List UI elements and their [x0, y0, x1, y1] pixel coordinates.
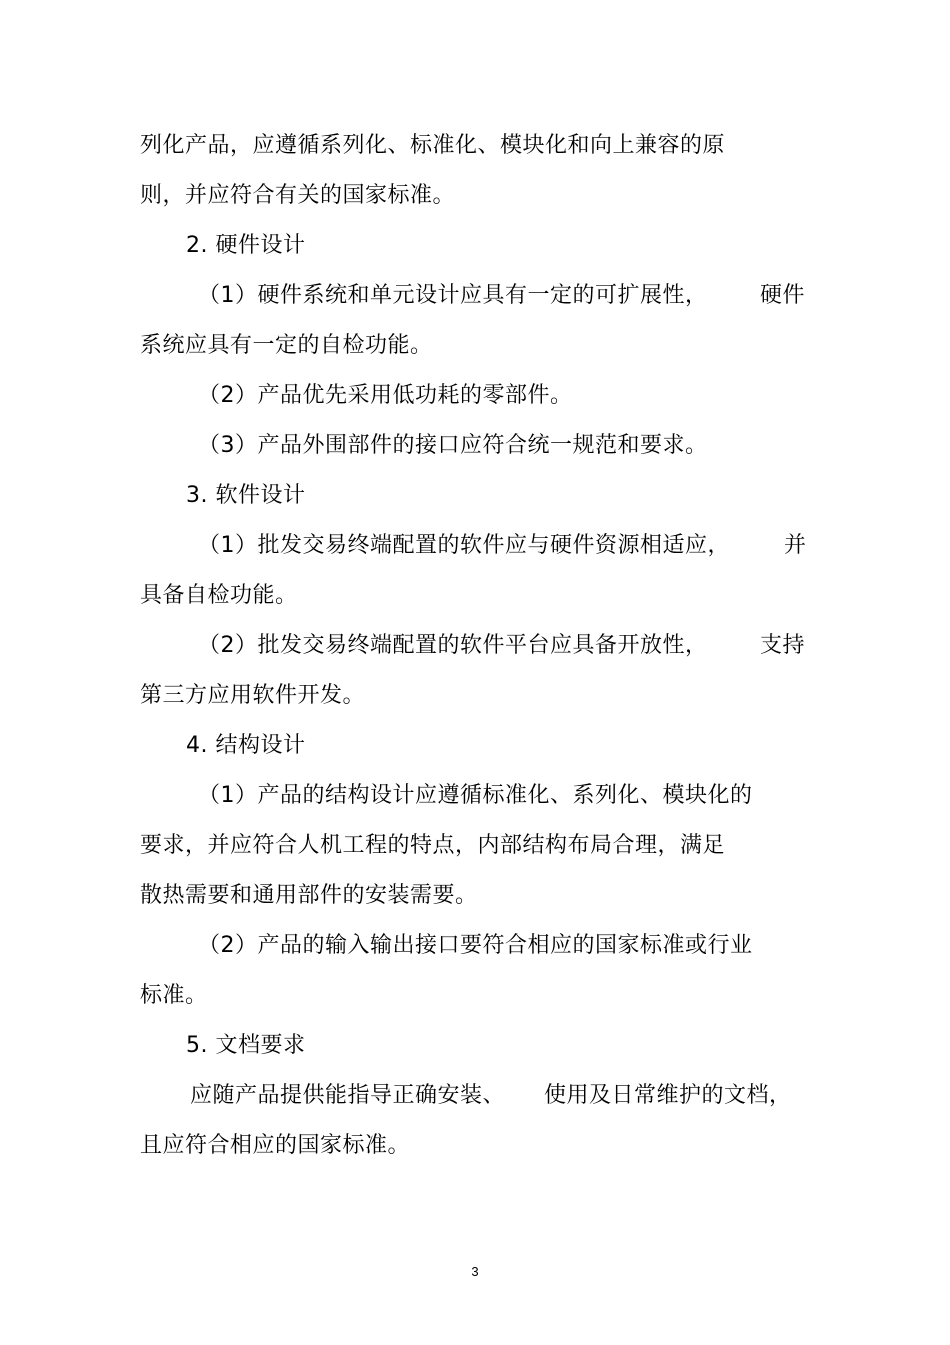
paragraph-line: （2）产品优先采用低功耗的零部件。	[198, 383, 573, 408]
page-number: 3	[471, 1264, 479, 1279]
paragraph-line: 要求，并应符合人机工程的特点，内部结构布局合理，满足	[140, 833, 726, 858]
paragraph-line: （1）硬件系统和单元设计应具有一定的可扩展性，	[198, 283, 708, 308]
paragraph-line-tail: 支持	[760, 633, 806, 658]
paragraph-line-tail: 使用及日常维护的文档，	[544, 1083, 792, 1108]
section-heading-structure: 4. 结构设计	[186, 733, 306, 758]
paragraph-line: 系统应具有一定的自检功能。	[140, 333, 433, 358]
paragraph-line: 散热需要和通用部件的安装需要。	[140, 883, 478, 908]
section-heading-documentation: 5. 文档要求	[186, 1033, 306, 1058]
paragraph-line-tail: 并	[784, 533, 807, 558]
paragraph-line: 则，并应符合有关的国家标准。	[140, 183, 456, 208]
paragraph-line: （3）产品外围部件的接口应符合统一规范和要求。	[198, 433, 708, 458]
paragraph-line: （1）产品的结构设计应遵循标准化、系列化、模块化的	[198, 783, 753, 808]
paragraph-line: （1）批发交易终端配置的软件应与硬件资源相适应，	[198, 533, 730, 558]
paragraph-line: 列化产品，应遵循系列化、标准化、模块化和向上兼容的原	[140, 133, 726, 158]
paragraph-line: （2）产品的输入输出接口要符合相应的国家标准或行业	[198, 933, 753, 958]
paragraph-line: 标准。	[140, 983, 208, 1008]
section-heading-hardware: 2. 硬件设计	[186, 233, 306, 258]
paragraph-line: 应随产品提供能指导正确安装、	[190, 1083, 506, 1108]
paragraph-line: （2）批发交易终端配置的软件平台应具备开放性，	[198, 633, 708, 658]
section-heading-software: 3. 软件设计	[186, 483, 306, 508]
paragraph-line: 具备自检功能。	[140, 583, 298, 608]
paragraph-line-tail: 硬件	[760, 283, 806, 308]
paragraph-line: 第三方应用软件开发。	[140, 683, 366, 708]
paragraph-line: 且应符合相应的国家标准。	[140, 1133, 411, 1158]
